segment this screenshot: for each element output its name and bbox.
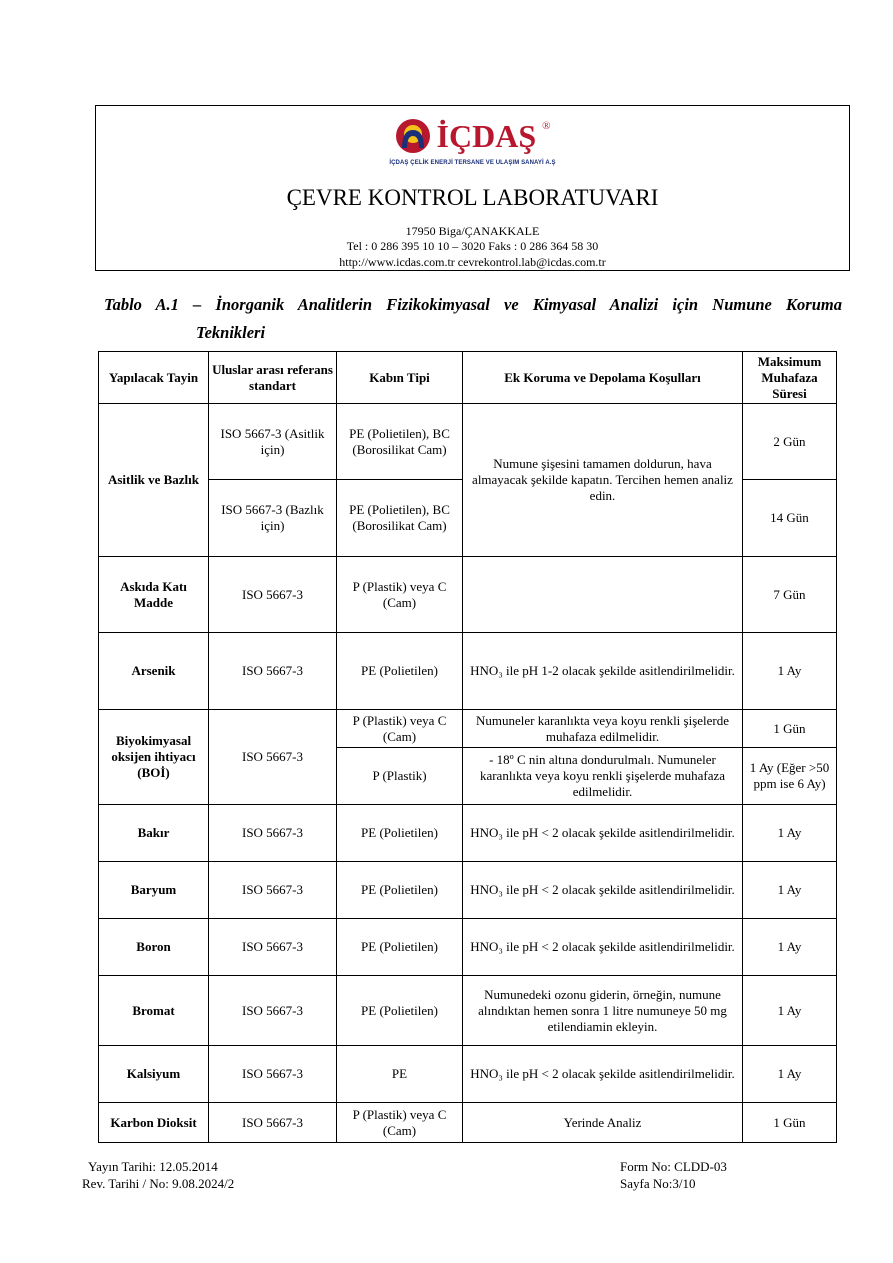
cell-sure: 2 Gün [743,404,837,480]
cell-tayin: Asitlik ve Bazlık [99,404,209,557]
form-number: Form No: CLDD-03 [620,1159,727,1174]
cell-kosul: HNO₃ ile pH 1-2 olacak şekilde asitlendirilmelidir. [463,633,743,710]
cell-kap: P (Plastik) veya C (Cam) [337,557,463,633]
table-row [99,1046,837,1103]
cell-sure: 1 Ay [743,1046,837,1103]
cell-kosul: HNO₃ ile pH < 2 olacak şekilde asitlendirilmelidir. [463,805,743,862]
company-logo [96,116,849,156]
table-row [99,557,837,633]
table-caption-cont: Teknikleri [196,323,266,342]
table-caption: Tablo A.1 – İnorganik Analitlerin Fizikokimyasal ve Kimyasal Analizi için Numune Koruma [104,295,842,314]
cell-kap: PE [337,1046,463,1103]
table-row [99,1103,837,1143]
cell-kosul: HNO₃ ile pH < 2 olacak şekilde asitlendirilmelidir. [463,1046,743,1103]
header-kosul: Ek Koruma ve Depolama Koşulları [463,352,743,404]
cell-standart: ISO 5667-3 [209,805,337,862]
header-sure: Maksimum Muhafaza Süresi [743,352,837,404]
cell-sure: 1 Gün [743,710,837,748]
cell-tayin: Boron [99,919,209,976]
table-header-row [99,352,837,404]
cell-tayin: Bakır [99,805,209,862]
cell-sure: 7 Gün [743,557,837,633]
cell-standart: ISO 5667-3 (Asitlik için) [209,404,337,480]
cell-kap: P (Plastik) veya C (Cam) [337,1103,463,1143]
table-row [99,805,837,862]
cell-standart: ISO 5667-3 [209,1046,337,1103]
cell-kosul: HNO₃ ile pH < 2 olacak şekilde asitlendirilmelidir. [463,919,743,976]
header-kap: Kabın Tipi [337,352,463,404]
revision-info: Rev. Tarihi / No: 9.08.2024/2 [82,1176,235,1191]
cell-kosul: Yerinde Analiz [463,1103,743,1143]
cell-kosul: Numuneler karanlıkta veya koyu renkli şişelerde muhafaza edilmelidir. [463,710,743,748]
cell-standart: ISO 5667-3 [209,1103,337,1143]
lab-title: ÇEVRE KONTROL LABORATUVARI [286,185,659,210]
cell-kap: PE (Polietilen) [337,633,463,710]
cell-kap: PE (Polietilen), BC (Borosilikat Cam) [337,480,463,557]
cell-kosul: - 18º C nin altına dondurulmalı. Numuneler karanlıkta veya koyu renkli şişelerde muhafaza edilmelidir. [463,748,743,805]
logo-emblem-icon [395,118,431,154]
table-row [99,919,837,976]
cell-tayin: Bromat [99,976,209,1046]
publish-date: Yayın Tarihi: 12.05.2014 [88,1159,218,1174]
registered-mark: ® [542,120,551,132]
cell-kosul: Numune şişesini tamamen doldurun, hava almayacak şekilde kapatın. Tercihen hemen analiz edin. [463,404,743,557]
cell-kap: P (Plastik) [337,748,463,805]
cell-standart: ISO 5667-3 [209,557,337,633]
cell-kap: PE (Polietilen) [337,805,463,862]
header-standart: Uluslar arası referans standart [209,352,337,404]
cell-sure: 1 Ay [743,633,837,710]
cell-standart: ISO 5667-3 [209,976,337,1046]
table-row [99,633,837,710]
cell-standart: ISO 5667-3 [209,710,337,805]
cell-tayin: Kalsiyum [99,1046,209,1103]
cell-tayin: Karbon Dioksit [99,1103,209,1143]
preservation-table [98,351,837,1143]
cell-kosul [463,557,743,633]
page-number: Sayfa No:3/10 [620,1176,696,1191]
cell-sure: 1 Ay [743,976,837,1046]
cell-tayin: Arsenik [99,633,209,710]
cell-kap: PE (Polietilen) [337,862,463,919]
phone-fax: Tel : 0 286 395 10 10 – 3020 Faks : 0 286 364 58 30 [346,239,599,253]
cell-standart: ISO 5667-3 [209,862,337,919]
cell-sure: 1 Ay [743,805,837,862]
address: 17950 Biga/ÇANAKKALE [405,224,540,238]
cell-kap: P (Plastik) veya C (Cam) [337,710,463,748]
cell-kap: PE (Polietilen), BC (Borosilikat Cam) [337,404,463,480]
cell-tayin: Biyokimyasal oksijen ihtiyacı (BOİ) [99,710,209,805]
cell-sure: 1 Ay [743,919,837,976]
cell-sure: 1 Ay [743,862,837,919]
logo-wordmark: İÇDAŞ [436,118,537,154]
table-row [99,710,837,748]
company-subtitle: İÇDAŞ ÇELİK ENERJİ TERSANE VE ULAŞIM SANAYİ A.Ş [389,160,556,166]
table-row [99,862,837,919]
cell-kosul: Numunedeki ozonu giderin, örneğin, numune alındıktan hemen sonra 1 litre numuneye 50 mg etilendiamin ekleyin. [463,976,743,1046]
cell-sure: 1 Gün [743,1103,837,1143]
header-tayin: Yapılacak Tayin [99,352,209,404]
cell-sure: 1 Ay (Eğer >50 ppm ise 6 Ay) [743,748,837,805]
cell-tayin: Baryum [99,862,209,919]
cell-standart: ISO 5667-3 [209,919,337,976]
cell-standart: ISO 5667-3 (Bazlık için) [209,480,337,557]
cell-standart: ISO 5667-3 [209,633,337,710]
cell-kap: PE (Polietilen) [337,919,463,976]
cell-tayin: Askıda Katı Madde [99,557,209,633]
cell-kap: PE (Polietilen) [337,976,463,1046]
web-email: http://www.icdas.com.tr cevrekontrol.lab@icdas.com.tr [339,255,606,269]
letterhead [95,105,850,271]
cell-sure: 14 Gün [743,480,837,557]
table-row [99,404,837,480]
cell-kosul: HNO₃ ile pH < 2 olacak şekilde asitlendirilmelidir. [463,862,743,919]
table-row [99,976,837,1046]
